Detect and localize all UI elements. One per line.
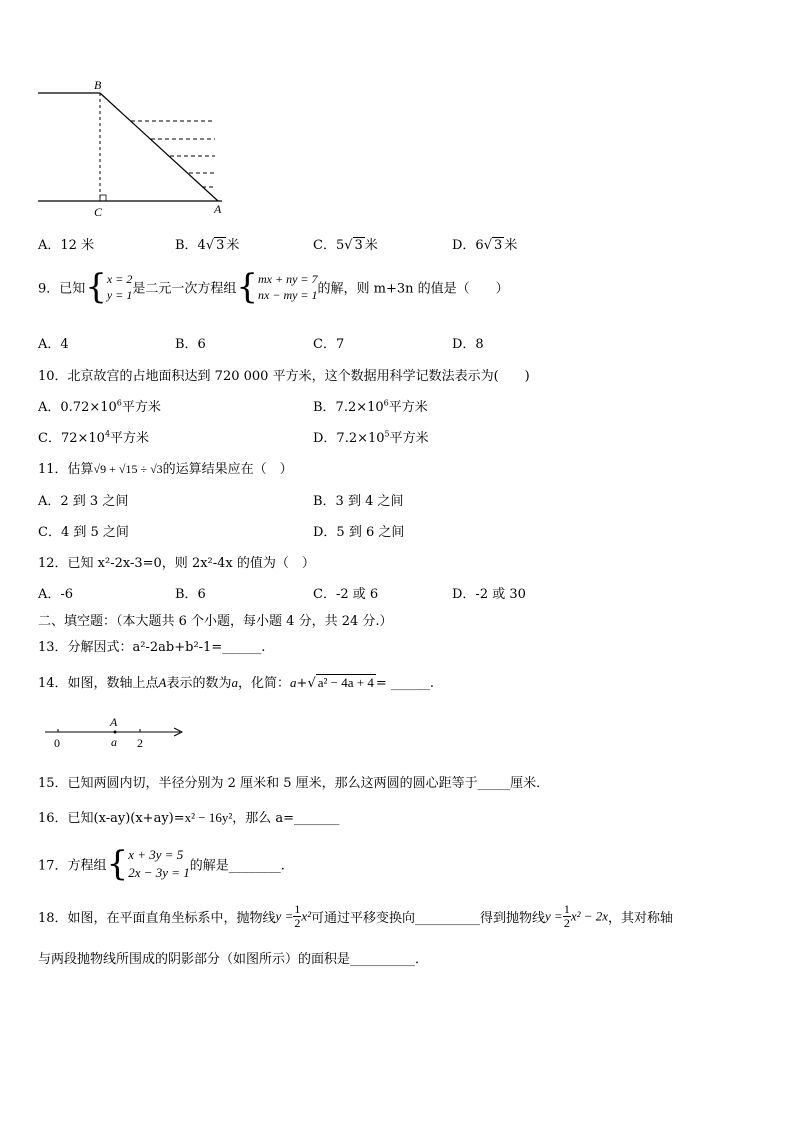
- q10-option-b: B．$7.2\times 10^6$平方米: [313, 398, 428, 415]
- q11-option-a: A．2 到 3 之间: [38, 494, 129, 509]
- q9-option-b: B．6: [175, 337, 206, 352]
- q9-option-d: D．8: [452, 337, 484, 352]
- q12-option-c: C．-2 或 6: [313, 587, 379, 602]
- question-12: 12．已知 x²-2x-3=0，则 2x²-4x 的值为（ ）: [38, 556, 315, 571]
- label-a: A: [214, 202, 222, 216]
- question-18-line2: 与两段抛物线所围成的阴影部分（如图所示）的面积是__________．: [38, 952, 429, 967]
- question-13: 13．分解因式：a²-2ab+b²-1=______.: [38, 640, 266, 655]
- q9-option-c: C．7: [313, 337, 345, 352]
- q11-option-d: D．5 到 6 之间: [313, 525, 405, 540]
- q8-option-b: B．4√ 3 米: [175, 238, 240, 253]
- question-15: 15．已知两圆内切，半径分别为 2 厘米和 5 厘米，那么这两圆的圆心距等于_____厘米．: [38, 776, 550, 791]
- q12-option-d: D．-2 或 30: [452, 587, 526, 602]
- question-17: 17．方程组{x + 3y = 5 2x − 3y = 1的解是________.: [38, 844, 285, 884]
- q8-option-c: C．5√ 3 米: [313, 238, 378, 253]
- q11-option-b: B．3 到 4 之间: [313, 494, 404, 509]
- q12-option-b: B．6: [175, 587, 206, 602]
- question-18: 18．如图，在平面直角坐标系中，抛物线y = $\frac{1}{2}$ x²可通过平移变换向__________得到抛物线y = $\frac{1}{2}$ x² − 2x，其对称轴: [38, 902, 674, 930]
- label-b: B: [94, 78, 102, 92]
- question-14: 14．如图，数轴上点A表示的数为a，化简：a+√ a² − 4a + 4 = ______.: [38, 675, 435, 691]
- section-2-heading: 二、填空题：（本大题共 6 个小题，每小题 4 分，共 24 分.）: [38, 614, 393, 629]
- label-c: C: [94, 205, 103, 219]
- question-9: 9．已知{x = 2 y = 1是二元一次方程组{mx + ny = 7 nx − my = 1的解，则 m+3n 的值是（ ）: [38, 267, 509, 307]
- q10-option-c: C．$72\times 10^4$平方米: [38, 429, 150, 446]
- question-16: 16．已知(x-ay)(x+ay)=x² − 16y²，那么 a=_______: [38, 810, 340, 826]
- q8-option-a: A．12 米: [38, 238, 95, 253]
- label-a: a: [111, 735, 117, 749]
- q9-option-a: A．4: [38, 337, 69, 352]
- number-line: [40, 712, 190, 752]
- question-11: 11．估算√9 + √15 ÷ √3的运算结果应在（ ）: [38, 462, 293, 477]
- label-point-a: A: [110, 715, 118, 729]
- q11-option-c: C．4 到 5 之间: [38, 525, 129, 540]
- label-0: 0: [54, 736, 60, 750]
- q10-option-a: A．$0.72\times 10^6$平方米: [38, 398, 161, 415]
- q10-option-d: D．$7.2\times 10^5$平方米: [313, 429, 429, 446]
- q8-option-d: D．6√ 3 米: [452, 238, 518, 253]
- q12-option-a: A．-6: [38, 587, 74, 602]
- question-10: 10．北京故宫的占地面积达到 720 000 平方米，这个数据用科学记数法表示为( ): [38, 369, 530, 384]
- label-2: 2: [137, 736, 143, 750]
- slope-figure: [30, 75, 230, 220]
